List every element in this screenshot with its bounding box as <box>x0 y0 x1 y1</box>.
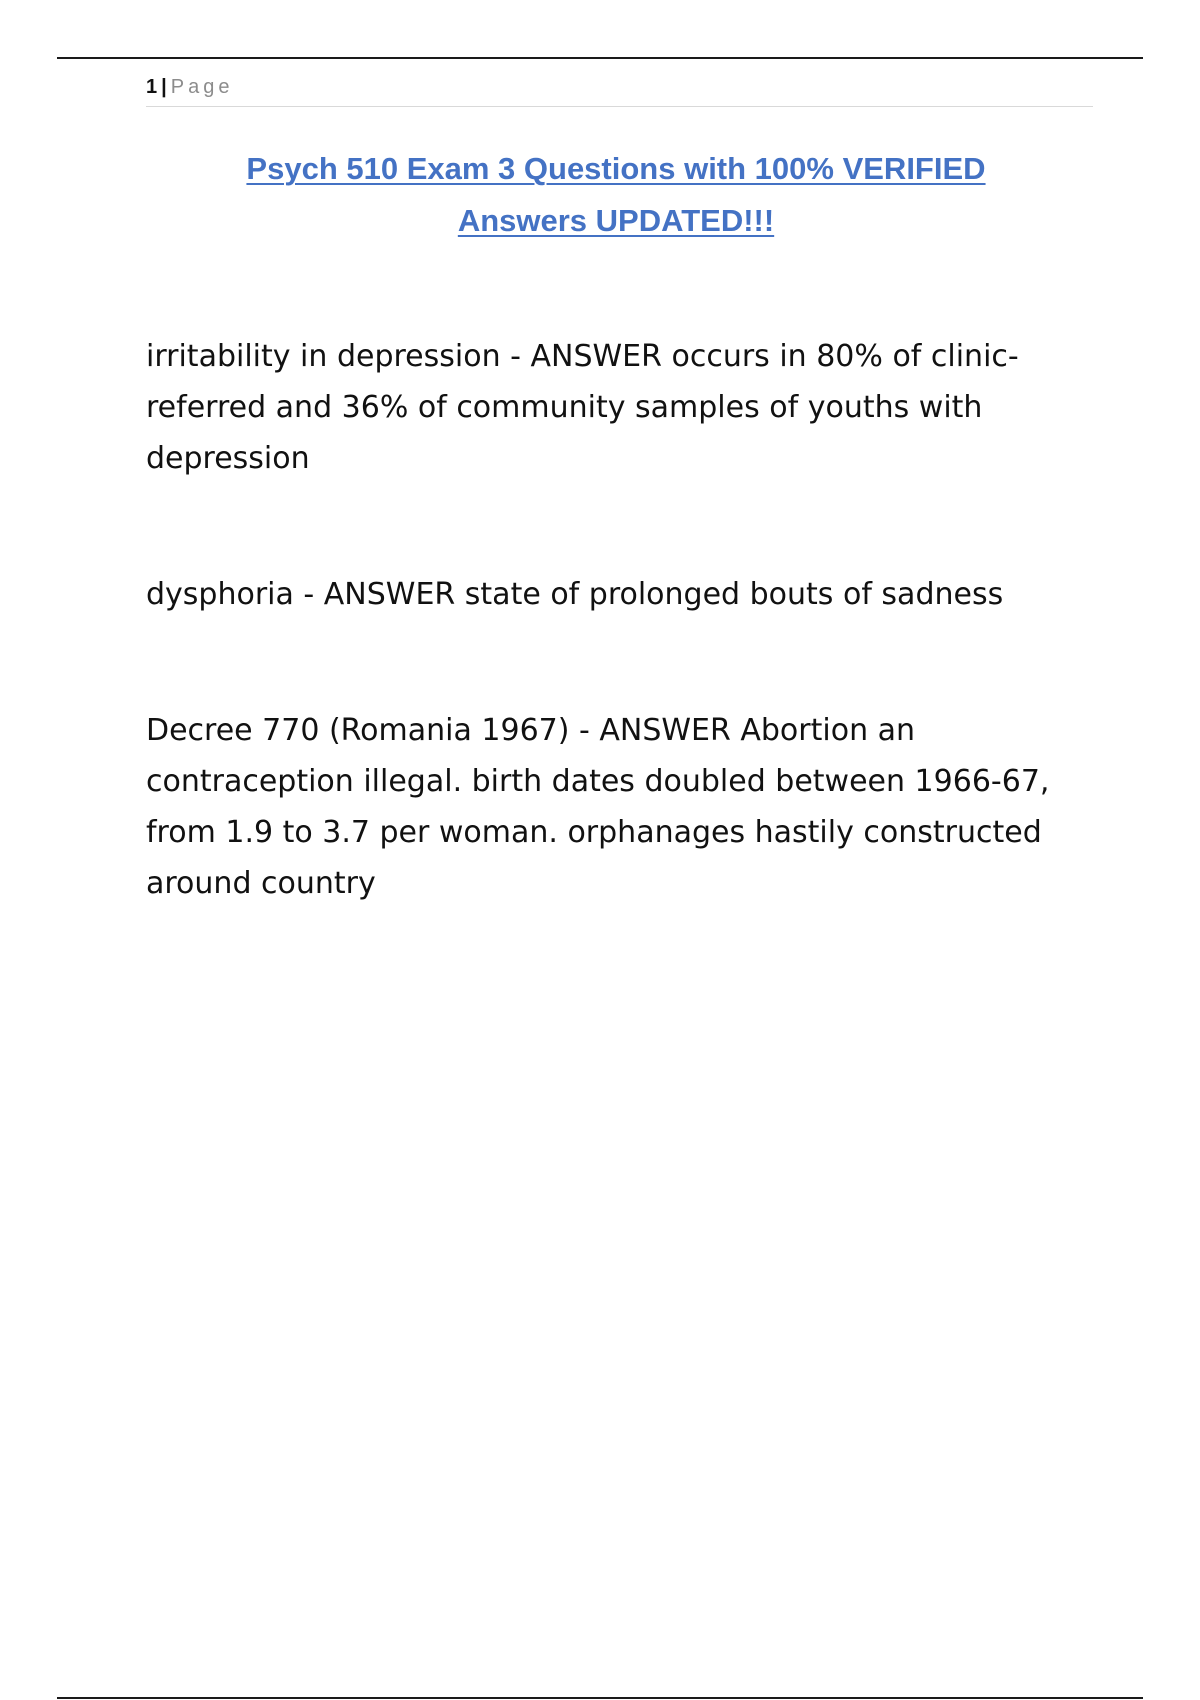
bottom-rule <box>57 1697 1143 1699</box>
document-title <box>146 143 1086 247</box>
page-label: Page <box>170 76 234 98</box>
qa-entry: Decree 770 (Romania 1967) - ANSWER Abortion an contraception illegal. birth dates doubled between 1966-67, from 1.9 to 3.7 per woman. orphanages hastily constructed around country <box>146 713 1050 901</box>
qa-entry: irritability in depression - ANSWER occurs in 80% of clinic-referred and 36% of community samples of youths with depression <box>146 339 1019 476</box>
top-rule <box>57 57 1143 59</box>
document-title-line-2: Answers UPDATED!!! <box>457 203 775 238</box>
document-title-line-1: Psych 510 Exam 3 Questions with 100% VERIFIED <box>246 151 986 186</box>
qa-entry: dysphoria - ANSWER state of prolonged bouts of sadness <box>146 577 1004 612</box>
page-separator: | <box>161 76 167 98</box>
page-number: 1 <box>146 76 158 98</box>
page-header <box>146 74 1093 107</box>
